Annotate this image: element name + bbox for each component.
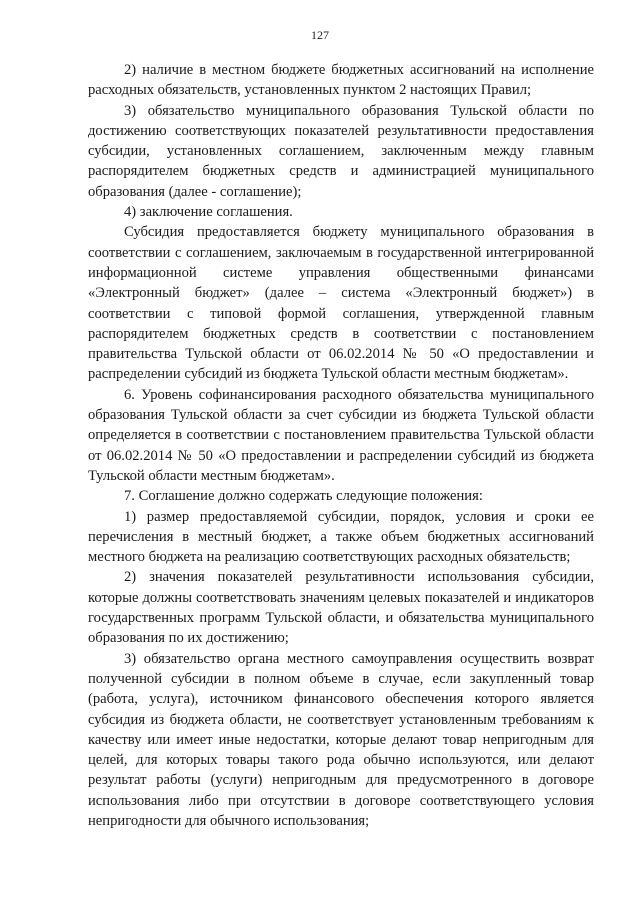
paragraph-subsidy-provision: Субсидия предоставляется бюджету муниципального образования в соответствии с соглашением, заключаемым в государственной интегрированной информационной системе управления общественными финансами «Электронный бюджет» (далее – система «Электронный бюджет») в соответствии с типовой формой соглашения, утвержденной главным распорядителем бюджетных средств в соответствии с постановлением правительства Тульской области от 06.02.2014 № 50 «О предоставлении и распределении субсидий из бюджета Тульской области местным бюджетам». [88, 224, 594, 383]
paragraph-subsidy-amount: 1) размер предоставляемой субсидии, порядок, условия и сроки ее перечисления в местный бюджет, а также объем бюджетных ассигнований местного бюджета на реализацию соответствующих расходных обязательств; [88, 508, 594, 566]
paragraph-agreement-contents: 7. Соглашение должно содержать следующие положения: [124, 488, 483, 505]
document-body [88, 60, 594, 831]
paragraph-performance-obligation: 3) обязательство муниципального образования Тульской области по достижению соответствующих показателей результативности предоставления субсидии, установленных соглашением, заключенным между главным распорядителем бюджетных средств и администрацией муниципального образования (далее - соглашение); [88, 102, 594, 200]
paragraph-performance-indicators: 2) значения показателей результативности использования субсидии, которые должны соответствовать значениям целевых показателей и индикаторов государственных программ Тульской области, и обязательства муниципального образования по их достижению; [88, 569, 594, 647]
paragraph-budget-allocations: 2) наличие в местном бюджете бюджетных ассигнований на исполнение расходных обязательств, установленных пунктом 2 настоящих Правил; [88, 62, 594, 99]
page-number: 127 [311, 28, 329, 42]
paragraph-refund-obligation: 3) обязательство органа местного самоуправления осуществить возврат полученной субсидии в полном объеме в случае, если закупленный товар (работа, услуга), источником финансового обеспечения которого является субсидия из бюджета области, не соответствует установленным требованиям к качеству или имеет иные недостатки, которые делают товар непригодным для целей, для которых товары такого рода обычно используются, или делают результат работы (услуги) непригодным для предусмотренного в договоре использования либо при отсутствии в договоре соответствующего условия непригодности для обычного использования; [88, 650, 594, 829]
paragraph-cofinancing-level: 6. Уровень софинансирования расходного обязательства муниципального образования Тульской области за счет субсидии из бюджета Тульской области определяется в соответствии с постановлением правительства Тульской области от 06.02.2014 № 50 «О предоставлении и распределении субсидий из бюджета Тульской области местным бюджетам». [88, 386, 594, 484]
paragraph-agreement-conclusion: 4) заключение соглашения. [124, 204, 293, 221]
